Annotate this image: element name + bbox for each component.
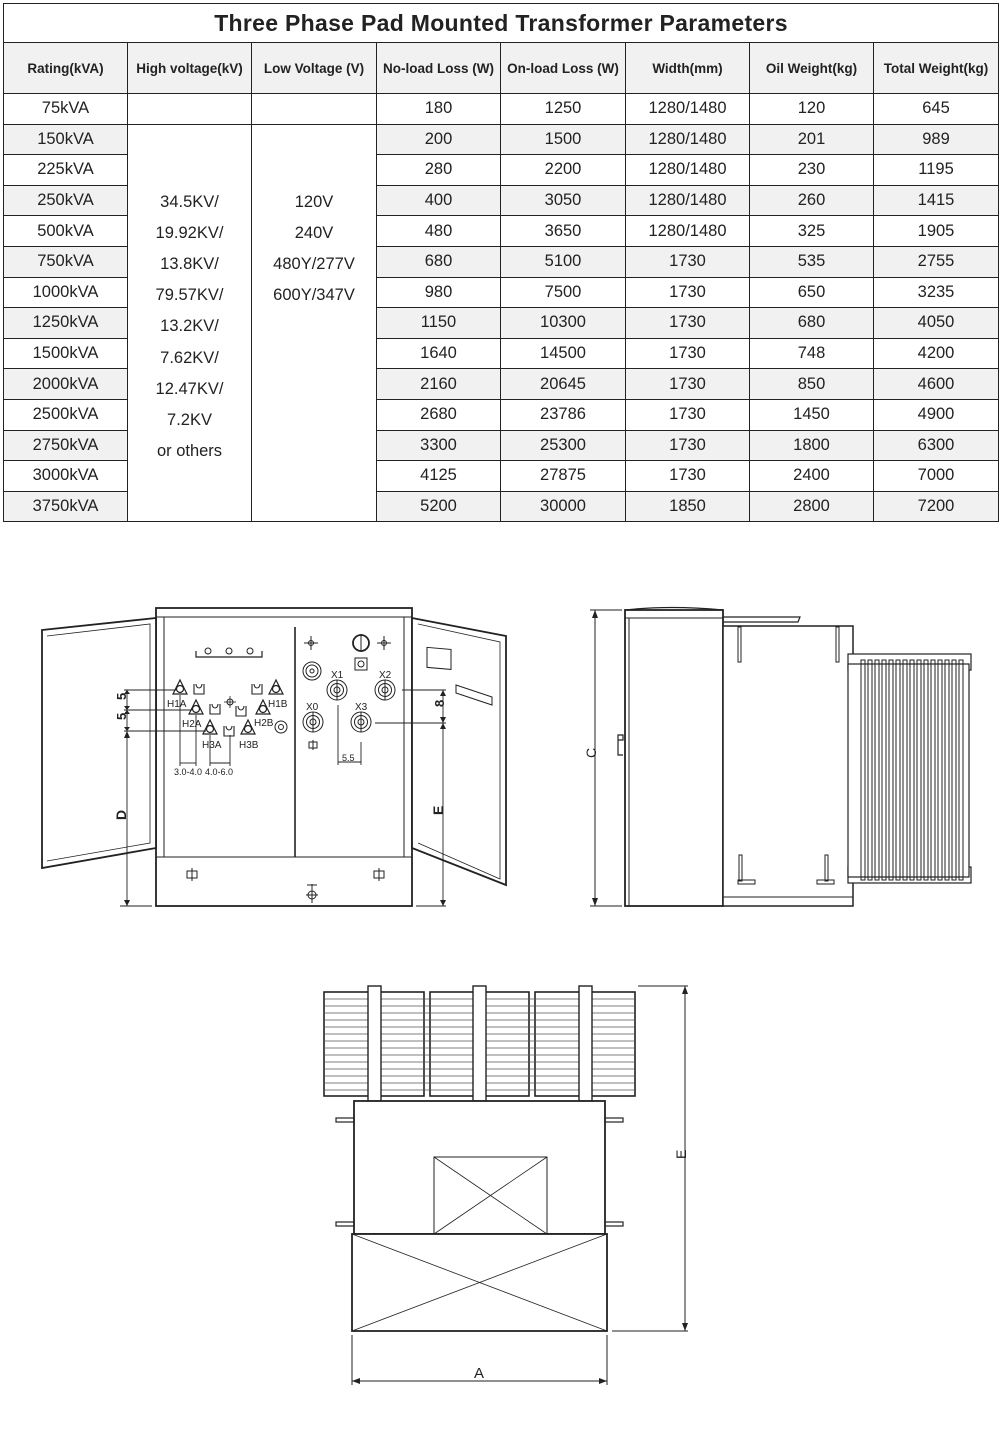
col-header-on-load-loss: On-load Loss (W) bbox=[501, 43, 626, 94]
cell-oil: 1450 bbox=[750, 399, 874, 430]
col-header-rating: Rating(kVA) bbox=[4, 43, 128, 94]
lv-option: 480Y/277V bbox=[273, 255, 355, 273]
svg-text:3.0-4.0: 3.0-4.0 bbox=[174, 767, 203, 777]
svg-text:4.0-6.0: 4.0-6.0 bbox=[205, 767, 234, 777]
svg-text:X1: X1 bbox=[331, 670, 344, 681]
cell-low-voltage-empty bbox=[252, 94, 377, 125]
cell-oil: 2400 bbox=[750, 461, 874, 492]
cell-on-load: 14500 bbox=[501, 338, 626, 369]
cell-rating: 1250kVA bbox=[4, 308, 128, 339]
cell-total: 1415 bbox=[874, 185, 999, 216]
cell-no-load: 680 bbox=[377, 246, 501, 277]
cell-no-load: 2680 bbox=[377, 399, 501, 430]
svg-text:X0: X0 bbox=[306, 702, 319, 713]
lv-option: 600Y/347V bbox=[273, 286, 355, 305]
lv-option: 120V bbox=[294, 192, 334, 211]
cell-low-voltage-merged bbox=[252, 124, 377, 522]
cell-high-voltage-merged bbox=[128, 124, 252, 522]
cell-no-load: 180 bbox=[377, 94, 501, 125]
cell-oil: 650 bbox=[750, 277, 874, 308]
table-title: Three Phase Pad Mounted Transformer Parameters bbox=[4, 4, 999, 43]
svg-text:H3B: H3B bbox=[239, 740, 259, 751]
svg-text:8: 8 bbox=[432, 699, 447, 707]
cell-total: 1195 bbox=[874, 155, 999, 186]
cell-rating: 1000kVA bbox=[4, 277, 128, 308]
svg-text:E: E bbox=[430, 805, 446, 815]
cell-on-load: 7500 bbox=[501, 277, 626, 308]
cell-on-load: 1500 bbox=[501, 124, 626, 155]
cell-oil: 2800 bbox=[750, 491, 874, 522]
cell-rating: 3750kVA bbox=[4, 491, 128, 522]
cell-no-load: 280 bbox=[377, 155, 501, 186]
cell-width: 1730 bbox=[626, 430, 750, 461]
cell-on-load: 27875 bbox=[501, 461, 626, 492]
cell-total: 4900 bbox=[874, 399, 999, 430]
cell-total: 2755 bbox=[874, 246, 999, 277]
table-row bbox=[4, 94, 999, 125]
cell-rating: 150kVA bbox=[4, 124, 128, 155]
cell-oil: 850 bbox=[750, 369, 874, 400]
lv-option: 240V bbox=[294, 223, 334, 242]
cell-oil: 201 bbox=[750, 124, 874, 155]
cell-rating: 250kVA bbox=[4, 185, 128, 216]
col-header-oil-weight: Oil Weight(kg) bbox=[750, 43, 874, 94]
svg-text:H2A: H2A bbox=[182, 719, 202, 730]
top-view-drawing bbox=[300, 975, 720, 1395]
cell-no-load: 2160 bbox=[377, 369, 501, 400]
cell-total: 4600 bbox=[874, 369, 999, 400]
cell-width: 1730 bbox=[626, 399, 750, 430]
svg-text:5.5: 5.5 bbox=[342, 753, 355, 763]
hv-option: or others bbox=[156, 442, 223, 461]
cell-rating: 225kVA bbox=[4, 155, 128, 186]
cell-width: 1280/1480 bbox=[626, 94, 750, 125]
cell-rating: 750kVA bbox=[4, 246, 128, 277]
cell-width: 1730 bbox=[626, 308, 750, 339]
cell-rating: 75kVA bbox=[4, 94, 128, 125]
svg-text:C: C bbox=[583, 747, 599, 758]
cell-no-load: 1640 bbox=[377, 338, 501, 369]
cell-rating: 2500kVA bbox=[4, 399, 128, 430]
cell-total: 6300 bbox=[874, 430, 999, 461]
cell-oil: 748 bbox=[750, 338, 874, 369]
cell-no-load: 5200 bbox=[377, 491, 501, 522]
cell-width: 1280/1480 bbox=[626, 185, 750, 216]
cell-no-load: 200 bbox=[377, 124, 501, 155]
cell-oil: 680 bbox=[750, 308, 874, 339]
cell-on-load: 30000 bbox=[501, 491, 626, 522]
cell-oil: 230 bbox=[750, 155, 874, 186]
cell-no-load: 3300 bbox=[377, 430, 501, 461]
svg-text:A: A bbox=[474, 1365, 485, 1382]
hv-option: 13.8KV/ bbox=[160, 255, 219, 273]
cell-no-load: 4125 bbox=[377, 461, 501, 492]
cell-no-load: 480 bbox=[377, 216, 501, 247]
cell-width: 1280/1480 bbox=[626, 124, 750, 155]
cell-rating: 2000kVA bbox=[4, 369, 128, 400]
cell-total: 7000 bbox=[874, 461, 999, 492]
parameters-table bbox=[3, 3, 999, 522]
hv-option: 34.5KV/ bbox=[160, 192, 219, 211]
cell-oil: 260 bbox=[750, 185, 874, 216]
cell-on-load: 2200 bbox=[501, 155, 626, 186]
cell-total: 7200 bbox=[874, 491, 999, 522]
hv-option: 79.57KV/ bbox=[155, 286, 224, 305]
cell-rating: 1500kVA bbox=[4, 338, 128, 369]
cell-oil: 120 bbox=[750, 94, 874, 125]
cell-width: 1730 bbox=[626, 246, 750, 277]
cell-rating: 500kVA bbox=[4, 216, 128, 247]
cell-on-load: 23786 bbox=[501, 399, 626, 430]
cell-oil: 325 bbox=[750, 216, 874, 247]
cell-width: 1850 bbox=[626, 491, 750, 522]
cell-width: 1730 bbox=[626, 277, 750, 308]
cell-on-load: 5100 bbox=[501, 246, 626, 277]
col-header-low-voltage: Low Voltage (V) bbox=[252, 43, 377, 94]
cell-on-load: 1250 bbox=[501, 94, 626, 125]
cell-total: 3235 bbox=[874, 277, 999, 308]
col-header-total-weight: Total Weight(kg) bbox=[874, 43, 999, 94]
cell-on-load: 10300 bbox=[501, 308, 626, 339]
cell-no-load: 400 bbox=[377, 185, 501, 216]
col-header-high-voltage: High voltage(kV) bbox=[128, 43, 252, 94]
cell-total: 645 bbox=[874, 94, 999, 125]
front-view-drawing bbox=[0, 590, 560, 920]
hv-option: 12.47KV/ bbox=[155, 379, 224, 398]
cell-high-voltage-empty bbox=[128, 94, 252, 125]
svg-text:E: E bbox=[673, 1149, 689, 1159]
hv-option: 7.2KV bbox=[167, 411, 212, 430]
col-header-no-load-loss: No-load Loss (W) bbox=[377, 43, 501, 94]
cell-on-load: 20645 bbox=[501, 369, 626, 400]
cell-width: 1730 bbox=[626, 338, 750, 369]
table-row bbox=[4, 124, 999, 155]
cell-width: 1280/1480 bbox=[626, 155, 750, 186]
cell-width: 1280/1480 bbox=[626, 216, 750, 247]
table-header-row bbox=[4, 43, 999, 94]
cell-width: 1730 bbox=[626, 461, 750, 492]
svg-text:5: 5 bbox=[114, 692, 129, 700]
svg-text:H3A: H3A bbox=[202, 740, 222, 751]
cell-total: 989 bbox=[874, 124, 999, 155]
hv-option: 7.62KV/ bbox=[160, 348, 219, 367]
cell-no-load: 1150 bbox=[377, 308, 501, 339]
hv-option: 19.92KV/ bbox=[155, 223, 224, 242]
cell-no-load: 980 bbox=[377, 277, 501, 308]
svg-text:D: D bbox=[113, 809, 129, 820]
svg-text:H2B: H2B bbox=[254, 718, 274, 729]
cell-total: 1905 bbox=[874, 216, 999, 247]
cell-on-load: 3650 bbox=[501, 216, 626, 247]
cell-rating: 3000kVA bbox=[4, 461, 128, 492]
hv-option: 13.2KV/ bbox=[160, 317, 219, 336]
cell-total: 4200 bbox=[874, 338, 999, 369]
cell-oil: 535 bbox=[750, 246, 874, 277]
svg-text:5: 5 bbox=[114, 712, 129, 720]
cell-oil: 1800 bbox=[750, 430, 874, 461]
cell-rating: 2750kVA bbox=[4, 430, 128, 461]
cell-width: 1730 bbox=[626, 369, 750, 400]
svg-text:H1B: H1B bbox=[268, 699, 288, 710]
svg-text:X3: X3 bbox=[355, 702, 368, 713]
cell-on-load: 25300 bbox=[501, 430, 626, 461]
svg-text:X2: X2 bbox=[379, 670, 392, 681]
cell-total: 4050 bbox=[874, 308, 999, 339]
svg-text:H1A: H1A bbox=[167, 699, 187, 710]
side-view-drawing bbox=[570, 595, 990, 915]
cell-on-load: 3050 bbox=[501, 185, 626, 216]
col-header-width: Width(mm) bbox=[626, 43, 750, 94]
